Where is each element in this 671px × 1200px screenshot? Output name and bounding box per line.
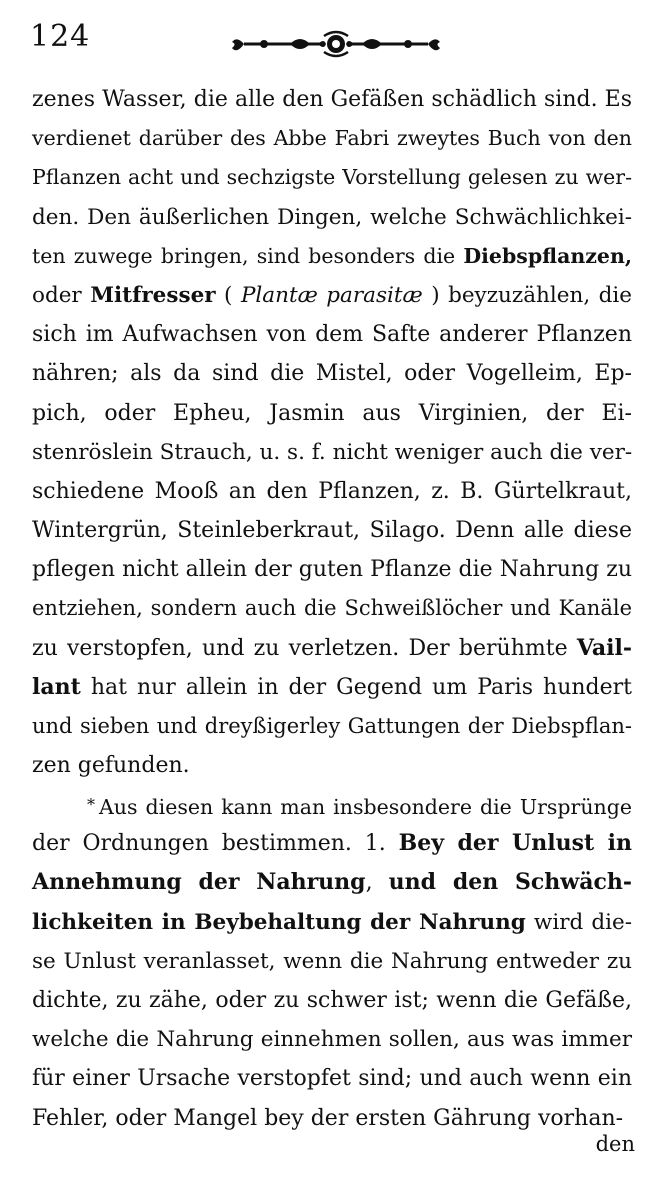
text-segment: lant bbox=[32, 673, 81, 700]
text-line bbox=[32, 903, 632, 942]
text-line bbox=[32, 198, 632, 237]
text-line bbox=[32, 824, 632, 863]
text-line bbox=[32, 668, 632, 707]
text-segment: lichkeiten in Beybehaltung der Nahrung bbox=[32, 909, 526, 935]
body-paragraph-1 bbox=[32, 80, 632, 785]
text-segment: schiedene Mooß an den Pflanzen, z. B. Gürtelkraut, bbox=[32, 478, 632, 504]
text-segment: nähren; als da sind die Mistel, oder Vogelleim, Ep- bbox=[32, 361, 632, 387]
text-line bbox=[32, 707, 632, 746]
page-number: 124 bbox=[30, 19, 91, 54]
text-segment: ) beyzuzählen, die bbox=[422, 282, 632, 308]
text-segment: Wintergrün, Steinleberkraut, Silago. Denn alle diese bbox=[32, 518, 632, 544]
text-segment: und den Schwäch- bbox=[388, 869, 632, 896]
body-paragraph-2 bbox=[32, 785, 632, 1138]
text-line bbox=[32, 1059, 632, 1098]
text-line bbox=[32, 1020, 632, 1059]
text-segment: für einer Ursache verstopfet sind; und auch wenn ein bbox=[32, 1066, 632, 1092]
text-segment: oder bbox=[32, 282, 91, 308]
text-segment: verdienet darüber des Abbe Fabri zweytes Buch von den bbox=[32, 126, 632, 151]
text-segment: und sieben und dreyßigerley Gattungen der Diebspflan- bbox=[32, 714, 632, 738]
text-line bbox=[32, 511, 632, 550]
text-line bbox=[32, 863, 632, 902]
text-segment: pich, oder Epheu, Jasmin aus Virginien, der Ei- bbox=[32, 400, 632, 426]
text-line bbox=[32, 119, 632, 158]
text-segment: Annehmung der Nahrung bbox=[32, 869, 366, 896]
text-line bbox=[32, 237, 632, 276]
text-line bbox=[32, 80, 632, 119]
catchword: den bbox=[595, 1132, 635, 1156]
text-segment: ten zuwege bringen, sind besonders die bbox=[32, 243, 464, 268]
text-line bbox=[32, 746, 632, 785]
text-segment: zu verstopfen, und zu verletzen. Der berühmte bbox=[32, 635, 577, 661]
text-line bbox=[32, 942, 632, 981]
text-line bbox=[32, 1099, 632, 1138]
text-line bbox=[32, 158, 632, 197]
text-segment: se Unlust veranlasset, wenn die Nahrung entweder zu bbox=[32, 948, 632, 974]
text-segment: Plantæ parasitæ bbox=[240, 282, 423, 308]
text-segment: sich im Aufwachsen von dem Safte anderer Pflanzen bbox=[32, 322, 632, 348]
text-line bbox=[32, 394, 632, 433]
text-segment: Fehler, oder Mangel bey der ersten Gährung vorhan- bbox=[32, 1105, 624, 1131]
text-segment: Vail- bbox=[576, 634, 632, 661]
text-segment: , bbox=[365, 870, 389, 896]
text-segment: der Ordnungen bestimmen. 1. bbox=[32, 831, 399, 857]
floral-vignette-icon bbox=[230, 30, 442, 58]
text-line bbox=[32, 433, 632, 472]
text-line bbox=[32, 354, 632, 393]
text-line bbox=[32, 550, 632, 589]
text-line bbox=[32, 472, 632, 511]
text-line bbox=[32, 315, 632, 354]
text-segment: welche die Nahrung einnehmen sollen, aus was immer bbox=[32, 1027, 632, 1053]
text-segment: entziehen, sondern auch die Schweißlöcher und Kanäle bbox=[32, 596, 632, 621]
text-segment: den. Den äußerlichen Dingen, welche Schwächlichkei- bbox=[32, 204, 632, 230]
text-segment: Pflanzen acht und sechzigste Vorstellung gelesen zu wer- bbox=[32, 165, 632, 190]
text-line bbox=[32, 276, 632, 315]
text-segment: Diebspflanzen, bbox=[463, 243, 632, 268]
text-segment: zen gefunden. bbox=[32, 753, 190, 779]
footnote-marker: * bbox=[87, 795, 95, 814]
text-line bbox=[32, 629, 632, 668]
text-segment: hat nur allein in der Gegend um Paris hundert bbox=[80, 674, 632, 700]
text-segment: ( bbox=[215, 282, 241, 308]
text-line bbox=[32, 589, 632, 628]
text-segment: Mitfresser bbox=[90, 282, 216, 308]
text-line bbox=[32, 981, 632, 1020]
text-segment: wird die- bbox=[525, 909, 632, 935]
text-segment: stenröslein Strauch, u. s. f. nicht weniger auch die ver- bbox=[32, 439, 633, 465]
text-segment: dichte, zu zähe, oder zu schwer ist; wenn die Gefäße, bbox=[32, 987, 632, 1013]
text-line bbox=[32, 785, 632, 824]
text-segment: Aus diesen kann man insbesondere die Ursprünge bbox=[99, 795, 632, 819]
text-segment: zenes Wasser, die alle den Gefäßen schädlich sind. Es bbox=[32, 87, 632, 112]
text-segment: pflegen nicht allein der guten Pflanze die Nahrung zu bbox=[32, 557, 632, 583]
text-segment: Bey der Unlust in bbox=[398, 830, 632, 857]
